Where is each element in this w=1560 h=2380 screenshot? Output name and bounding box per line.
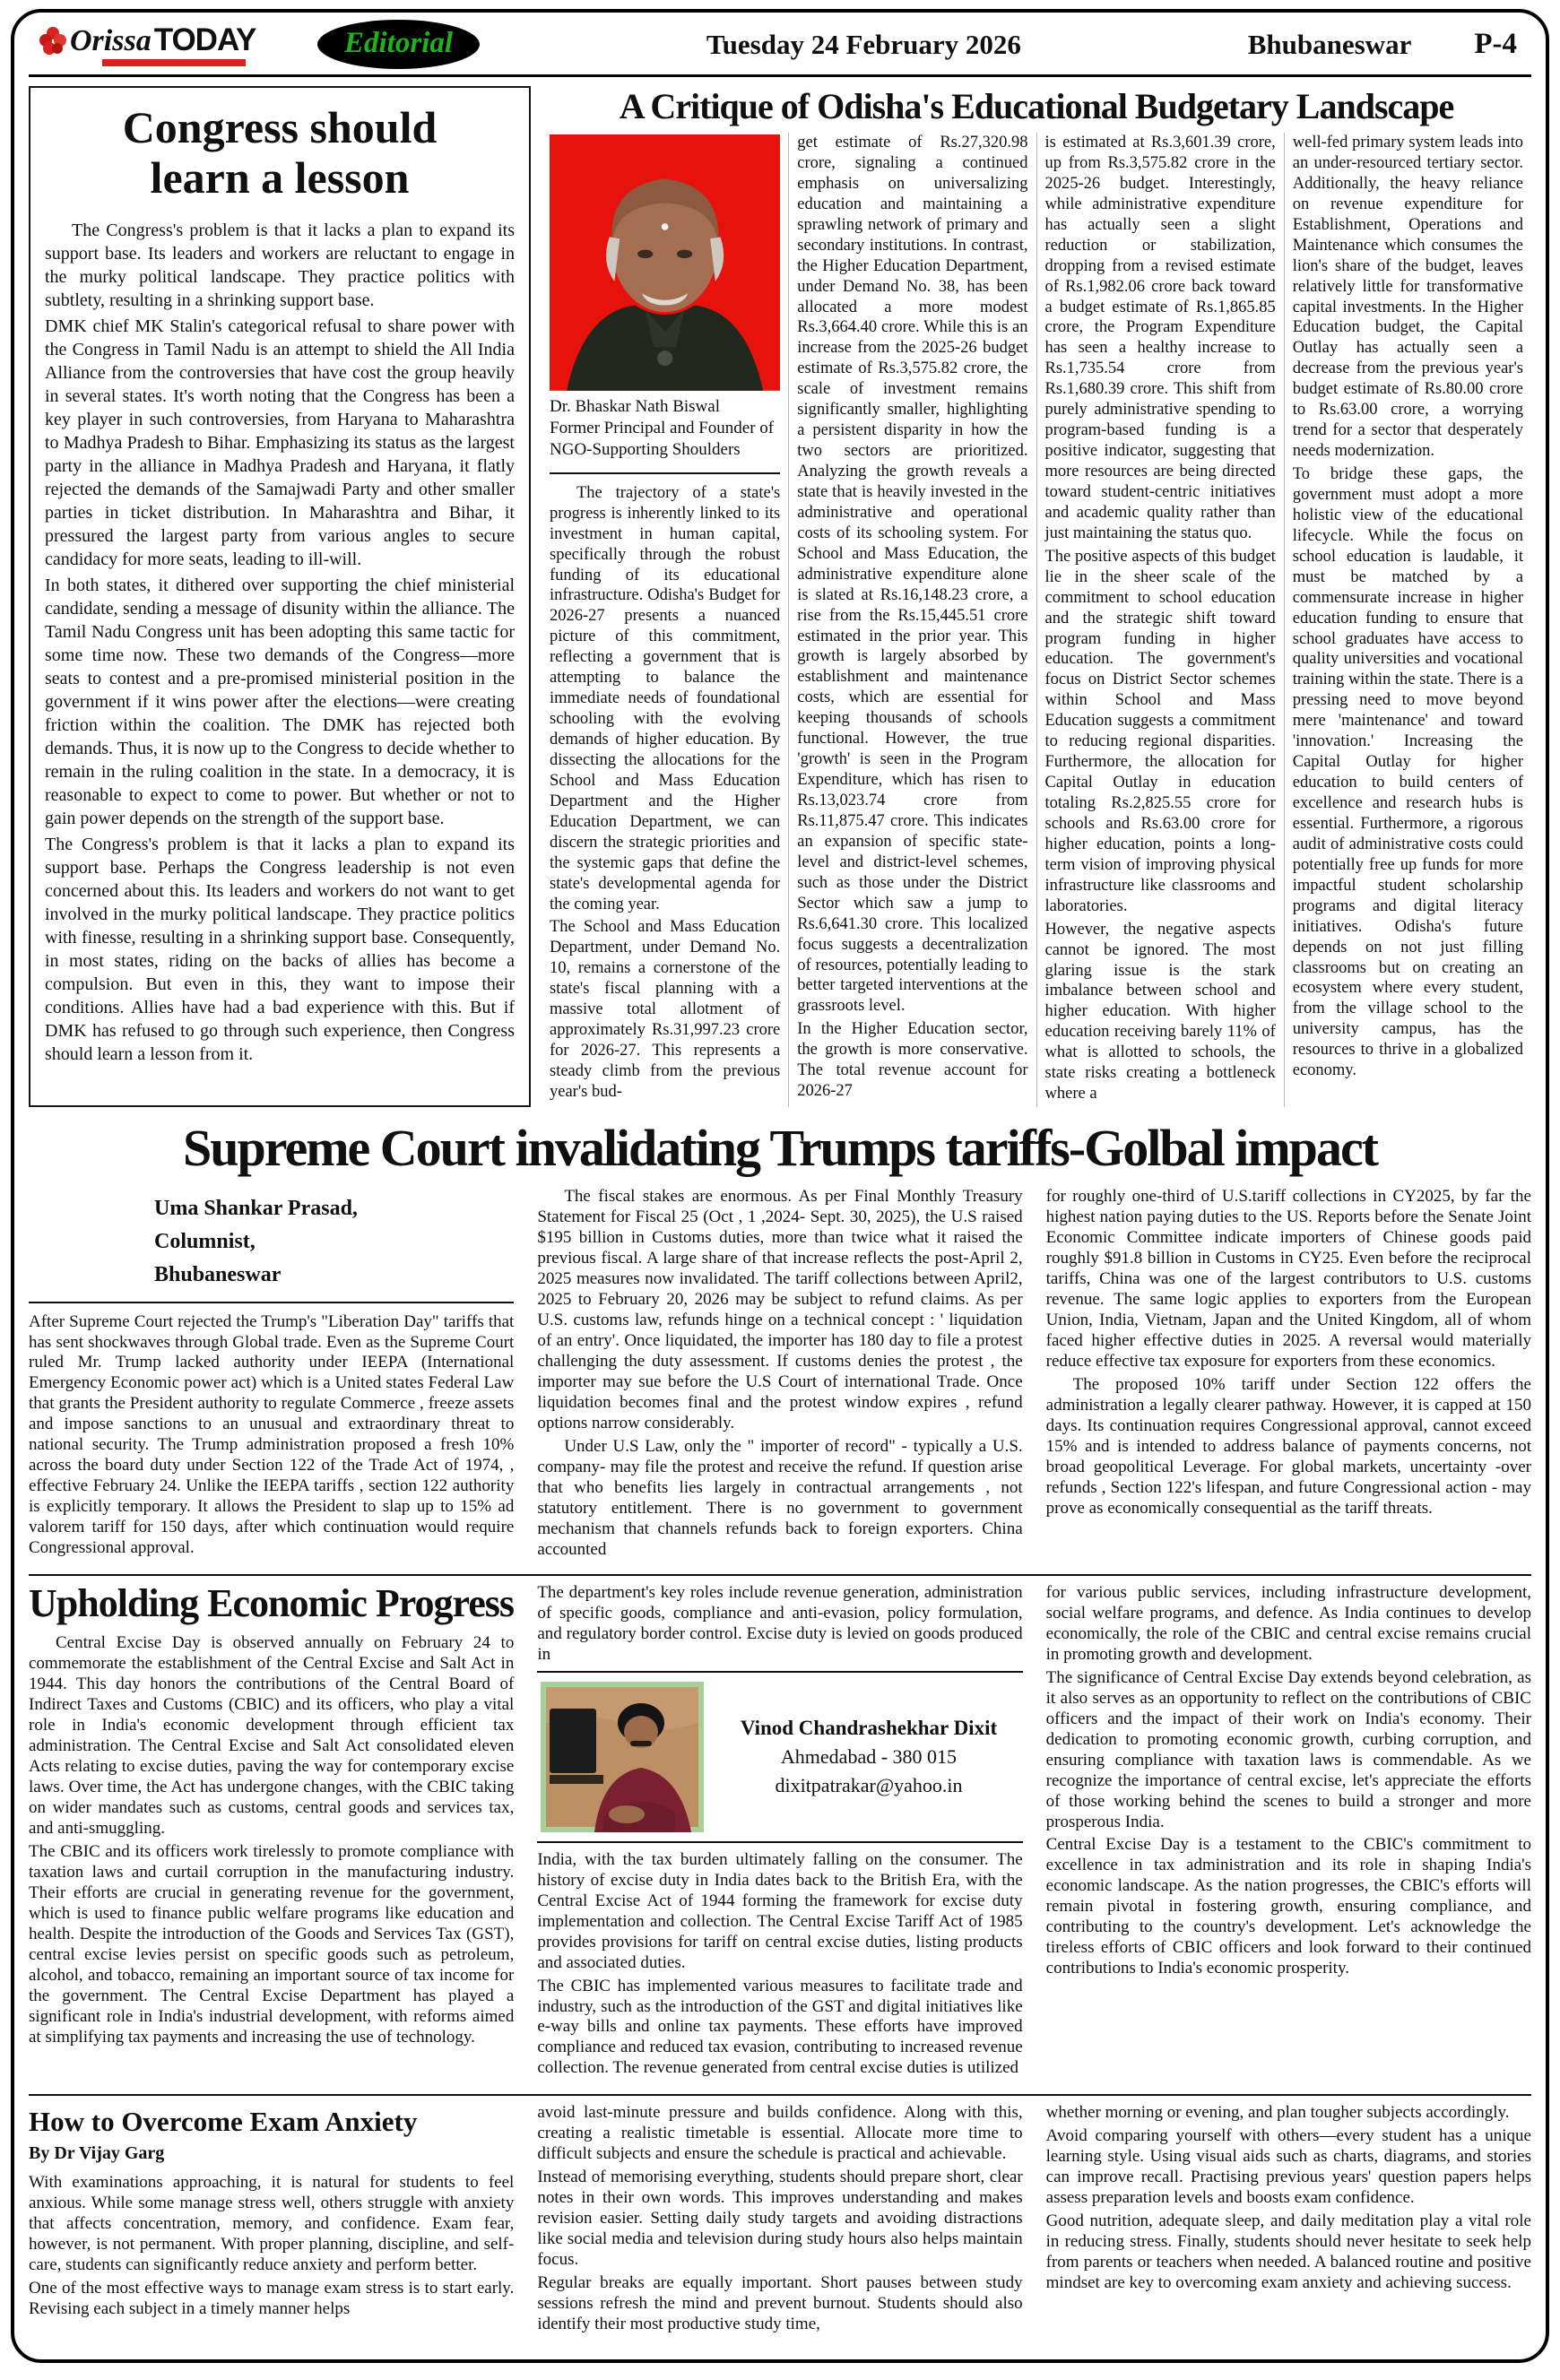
body-paragraph: The trajectory of a state's progress is inherently linked to its investment in human capital, specifically through the robust funding of its educational infrastructure. Odisha's Budget for 2026-27 presents a nuanced picture of this commitment, reflecting a government that is attempting to balance the immediate needs of foundational schooling with the evolving demands of higher education. By dissecting the allocations for the School and Mass Education Department and the Higher Education Department, we can discern the strategic priorities and the systemic gaps that define the state's developmental agenda for the coming year.: [550, 483, 781, 913]
exam-col-1: [29, 2103, 514, 2338]
body-paragraph: for roughly one-third of U.S.tariff collections in CY2025, by far the highest nation paying duties to the US. Reports before the Senate Joint Economic Committee indicate importers of Chinese goods paid roughly $91.8 billion in Customs in CY25. Even before the reciprocal tariffs, China was one of the largest contributors to U.S. customs revenue. The same logic applies to exporters from the European Union, India, Vietnam, Japan and the United Kingdom, all of whom faced higher effective duties in 2025. A reversal would materially reduce effective tax exposure for exporters from these economics.: [1045, 1186, 1531, 1371]
body-paragraph: India, with the tax burden ultimately falling on the consumer. The history of excise duty in India dates back to the British Era, with the Central Excise Act of 1944 forming the framework for excise duty implementation and collection. The Central Excise Tariff Act of 1985 provides provisions for tariff on central excise duties, listing products and associated duties.: [537, 1849, 1023, 1972]
body-paragraph: The CBIC and its officers work tirelessly to promote compliance with taxation laws and curtail corruption in the manufacturing industry. Their efforts are crucial in generating revenue for the government, which is used to finance public welfare programs like education and health. Despite the introduction of the Goods and Services Tax (GST), central excise levies persist on specific goods such as petroleum, alcohol, and tobacco, remaining an important source of tax income for the government. The Central Excise Department has played a significant role in India's industrial development, with reforms aimed at simplifying tax payments and increasing the use of technology.: [29, 1841, 515, 2047]
brand-tagline-bar: [102, 59, 246, 66]
body-paragraph: The fiscal stakes are enormous. As per Final Monthly Treasury Statement for Fiscal 25 (Oct , 1 ,2024- Sept. 30, 2025), the U.S raised $195 billion in Customs duties, more than twice what it raised the previous fiscal. A large share of that increase reflects the post-April 2, 2025 measures now invalidated. The tariff collections between April2, 2025 to February 20, 2026 may be subject to refund claims. As per U.S. customs law, refunds hinge on a technical concept : ' liquidation of an entry'. Once liquidated, the importer has 180 day to file a protest challenging the duty assessment. If customs denies the protest , the importer may sue before the U.S Court of international Trade. Once liquidation becomes final and the protest window expires , refund options narrow considerably.: [537, 1186, 1023, 1432]
upholding-col-3: [1046, 1583, 1531, 2082]
author-address: Ahmedabad - 380 015: [780, 1745, 958, 1769]
body-paragraph: Central Excise Day is a testament to the CBIC's commitment to excellence in tax administration and its role in shaping India's economic landscape. As the nation progresses, the CBIC's efforts will remain pivotal in fostering growth, ensuring compliance, and contributing to the country's development. Let's acknowledge the tireless efforts of CBIC officers and look forward to their continued contributions to India's economic prosperity.: [1045, 1835, 1531, 1978]
body-paragraph: To bridge these gaps, the government must adopt a more holistic view of the educational lifecycle. While the focus on school education is laudable, it must be matched by a commensurate increase in higher education funding to ensure that school graduates have access to quality universities and vocational training within the state. There is a pressing need to move beyond mere 'maintenance' and toward 'innovation.' Increasing the Capital Outlay for higher education to build centers of excellence and research hubs is essential. Furthermore, a rigorous audit of administrative costs could potentially free up funds for more impactful student scholarship programs and digital literacy initiatives. Odisha's future depends on not just filling classrooms but on creating an ecosystem where every student, from the village school to the university campus, has the resources to thrive in a globalized economy.: [1292, 465, 1523, 1080]
body-paragraph: Under U.S Law, only the " importer of record" - typically a U.S. company- may file the protest and receive the refund. If question arise that who benefits lies largely in contractual arrangements , not statutory entitlement. There is no government to government mechanism that channels refunds back to foreign exporters. China accounted: [537, 1436, 1023, 1559]
body-paragraph: After Supreme Court rejected the Trump's "Liberation Day" tariffs that has sent shockwaves through Global trade. Even as the Supreme Court ruled Mr. Trump lacked authority under IEEPA (International Emergency Economic power act) which is a United states Federal Law that grants the President authority to regulate Commerce , freeze assets and impose sanctions to an unusual and extraordinary threat to national security. The Trump administration proposed a fresh 10% across the board duty under Section 122 of the Trade Act of 1974, , effective February 24. Unlike the IEEPA tariffs , section 122 authority is explicitly temporary. It allows the President to slap up to 15% ad valorem tariff for 150 days, after which continuation would require Congressional approval.: [29, 1311, 515, 1558]
supreme-col-2: [537, 1187, 1022, 1563]
body-paragraph: The School and Mass Education Department, under Demand No. 10, remains a cornerstone of the state's fiscal planning with a massive total allotment of approximately Rs.31,997.23 crore for 2026-27. This represents a steady climb from the previous year's bud-: [550, 918, 781, 1101]
body-paragraph: Instead of memorising everything, students should prepare short, clear notes in their own words. This improves understanding and makes revision easier. Setting daily study targets and avoiding distractions like social media and television during study hours also helps maintain focus.: [537, 2168, 1023, 2270]
body-paragraph: The significance of Central Excise Day extends beyond celebration, as it also serves as an opportunity to reflect on the contributions of CBIC officers and the impact of their work on India's economy. Their dedication to promoting economic growth, curbing corruption, and ensuring compliance with taxation laws is commendable. As we recognize the importance of central excise, let's appreciate the efforts of those working behind the scenes to build a stronger and more prosperous India.: [1045, 1667, 1531, 1831]
article-upholding: [29, 1574, 1531, 2082]
portrait-photo-icon: [550, 134, 780, 391]
body-paragraph: One of the most effective ways to manage exam stress is to start early. Revising each subject in a timely manner helps: [29, 2279, 515, 2319]
body-paragraph: get estimate of Rs.27,320.98 crore, signaling a continued emphasis on universalizing education and maintaining a sprawling network of primary and secondary institutions. In contrast, the Higher Education Department, under Demand No. 38, has been allocated a more modest Rs.3,664.40 crore. While this is an increase from the 2025-26 budget estimate of Rs.3,575.82 crore, the scale of investment remains significantly smaller, highlighting a persistent disparity in how the two sectors are prioritized. Analyzing the growth reveals a state that is heavily invested in the administrative and operational costs of its schooling system. For School and Mass Education, the administrative expenditure alone is slated at Rs.16,148.23 crore, a rise from the Rs.15,445.51 crore estimated in the prior year. This growth is largely absorbed by establishment and maintenance costs, which are essential for keeping thousands of schools functional. However, the true 'growth' is seen in the Program Expenditure, which has risen to Rs.13,023.74 crore from Rs.11,875.47 crore. This indicates an expansion of specific state-level and district-level schemes, such as those under the District Sector which saw a jump to Rs.6,641.30 crore. This localized focus suggests a decentralization of resources, potentially leading to better targeted interventions at the grassroots level.: [797, 134, 1028, 1016]
exam-title: How to Overcome Exam Anxiety: [29, 2106, 418, 2138]
body-paragraph: Central Excise Day is observed annually on February 24 to commemorate the establishment of the Central Excise and Salt Act in 1944. This day honors the contributions of the Central Board of Indirect Taxes and Customs (CBIC) and its officers, who play a vital role in India's economic development through efficient tax administration. The Central Excise and Salt Act consolidated eleven Acts relating to excise duties, paving the way for contemporary excise laws. Over time, the Act has undergone changes, with the CBIC taking on wider mandates such as customs, central goods and services tax, and anti-smuggling.: [29, 1632, 515, 1838]
author-email: dixitpatrakar@yahoo.in: [775, 1774, 963, 1797]
body-paragraph: The Congress's problem is that it lacks a plan to expand its support base. Perhaps the Congress leadership is not even concerned about this. Its leaders and workers do not want to get involved in the murky political landscape. They practice politics with finesse, resulting in a shrinking support base. Consequently, in most states, riding on the backs of allies has become a compulsion. But even in this, they want to impose their conditions. Allies have had a bad experience with this. But if DMK has refused to go through such experience, then Congress should learn a lesson from it.: [45, 835, 515, 1064]
exam-columns: [29, 2103, 1531, 2338]
body-paragraph: well-fed primary system leads into an under-resourced tertiary sector. Additionally, the heavy reliance on revenue expenditure for Establishment, Operations and Maintenance which consumes the lion's share of the budget, leaves relatively little for transformative capital investments. In the Higher Education budget, the Capital Outlay has actually seen a decrease from the previous year's budget estimate of Rs.80.00 crore to Rs.63.00 crore, a worrying trend for a sector that desperately needs modernization.: [1292, 134, 1523, 461]
body-paragraph: DMK chief MK Stalin's categorical refusal to share power with the Congress in Tamil Nadu is an attempt to shield the All India Alliance from the controversies that have cost the group heavily in several states. It's worth noting that the Congress has been a key player in such controversies, from Haryana to Maharashtra to Madhya Pradesh to Bihar. Emphasizing its status as the largest party in the alliance in Madhya Pradesh and Haryana, it flatly rejected the demands of the Samajwadi Party and other smaller parties in ticket distribution. In Maharashtra and Bihar, it pressured the largest party from various angles to secure candidacy for more seats, leading to ill-will.: [45, 316, 515, 569]
education-col-3: [1037, 133, 1285, 1107]
article-congress: [29, 86, 531, 1107]
upholding-columns: [29, 1580, 1531, 2082]
author-photo-icon: [541, 1682, 704, 1832]
exam-col-3: [1046, 2103, 1531, 2338]
edition-date: Tuesday 24 February 2026: [706, 28, 1021, 60]
body-paragraph: Avoid comparing yourself with others—every student has a unique learning style. Using visual aids such as charts, diagrams, and stories can improve recall. Practising previous years' question papers helps assess preparation levels and boosts exam confidence.: [1045, 2126, 1531, 2208]
body-paragraph: The positive aspects of this budget lie in the sheer scale of the commitment to school education and the strategic shift toward program funding in higher education. The government's focus on District Sector schemes within School and Mass Education suggests a commitment to reducing regional disparities. Furthermore, the allocation for Capital Outlay in education totaling Rs.2,825.55 crore for schools and Rs.63.00 crore for higher education, points a long-term vision of improving physical infrastructure like classrooms and laboratories.: [1044, 547, 1276, 915]
upholding-title: Upholding Economic Progress: [29, 1580, 514, 1625]
page-number: P-4: [1474, 28, 1517, 60]
supreme-col-3: [1046, 1187, 1531, 1563]
byline-line: Bhubaneswar: [154, 1263, 282, 1287]
flower-icon: [38, 24, 68, 56]
education-columns: [542, 133, 1531, 1107]
article-exam: [29, 2094, 1531, 2338]
congress-title-line1: Congress should: [122, 102, 438, 152]
body-paragraph: In the Higher Education sector, the growth is more conservative. The total revenue account for 2026-27: [797, 1020, 1028, 1101]
body-paragraph: Good nutrition, adequate sleep, and daily meditation play a vital role in reducing stress. Finally, students should never hesitate to seek help from parents or teachers when needed. A balanced routine and positive mindset are key to overcoming exam anxiety and achieving success.: [1045, 2211, 1531, 2293]
caption-line: NGO-Supporting Shoulders: [550, 440, 741, 460]
upholding-col-1: [29, 1580, 515, 2082]
dixit-photo: [541, 1682, 704, 1832]
upholding-col-2: [537, 1583, 1022, 2082]
body-paragraph: is estimated at Rs.3,601.39 crore, up from Rs.3,575.82 crore in the 2025-26 budget. Interestingly, while administrative expenditure has actually seen a slight reduction or stabilization, dropping from a revised estimate of Rs.1,982.06 crore back toward a budget estimate of Rs.1,865.85 crore, the Program Expenditure has seen a healthy increase to Rs.1,735.54 crore from Rs.1,680.39 crore. This shift from purely administrative spending to program-based funding is a positive indicator, suggesting that more resources are being directed toward student-centric initiatives and academic quality rather than just maintaining the status quo.: [1044, 134, 1276, 542]
education-title: A Critique of Odisha's Educational Budgetary Landscape: [619, 86, 1454, 126]
photo-caption: [550, 396, 780, 474]
top-section: [29, 86, 1531, 1107]
article-supreme-court: [29, 1121, 1531, 1563]
page-frame: [11, 9, 1549, 2363]
body-paragraph: for various public services, including infrastructure development, social welfare programs, and defence. As India continues to develop economically, the role of the CBIC and central excise remains crucial in promoting growth and development.: [1045, 1582, 1531, 1664]
byline-line: Uma Shankar Prasad,: [154, 1196, 358, 1220]
brand-logo: [38, 22, 262, 66]
supreme-col-1: [29, 1187, 514, 1563]
brand-name-bold: TODAY: [153, 22, 256, 57]
edition-city: Bhubaneswar: [1247, 28, 1412, 60]
body-paragraph: The Congress's problem is that it lacks a plan to expand its support base. Its leaders and workers are reluctant to engage in the murky political landscape. They practice politics with subtlety, resulting in a shrinking support base.: [45, 221, 515, 310]
congress-title: [45, 102, 515, 203]
exam-byline: By Dr Vijay Garg: [29, 2142, 165, 2163]
education-col-4: [1285, 133, 1531, 1107]
editorial-badge: Editorial: [317, 20, 480, 69]
caption-line: Dr. Bhaskar Nath Biswal: [550, 396, 720, 416]
author-name: Vinod Chandrashekhar Dixit: [740, 1717, 998, 1740]
body-paragraph: With examinations approaching, it is natural for students to feel anxious. While some manage stress well, others struggle with anxiety that affects concentration, memory, and confidence. Exam fear, however, is not permanent. With proper planning, discipline, and self-care, students can significantly reduce anxiety and perform better.: [29, 2173, 515, 2275]
dixit-meta: [718, 1713, 1018, 1800]
body-paragraph: The proposed 10% tariff under Section 122 offers the administration a legally clearer pathway. However, it is capped at 150 days. Its continuation requires Congressional approval, cannot exceed 15% and is intended to address balance of payments concerns, not broad geopolitical Leverage. For global markets, uncertainty -over refunds , Section 122's lifespan, and future Congressional action - may prove as economically consequential as the tariff threats.: [1045, 1374, 1531, 1518]
body-paragraph: However, the negative aspects cannot be ignored. The most glaring issue is the stark imbalance between school and higher education. With higher education receiving barely 11% of what is allotted to schools, the state risks creating a bottleneck where a: [1044, 920, 1276, 1103]
education-col-1: [542, 133, 789, 1107]
congress-title-line2: learn a lesson: [150, 152, 410, 203]
byline-divider: [29, 1302, 514, 1303]
body-paragraph: avoid last-minute pressure and builds confidence. Along with this, creating a realistic timetable is essential. Allocate more time to difficult subjects and ensure the schedule is practical and achievable.: [537, 2103, 1023, 2164]
exam-col-2: [537, 2103, 1022, 2338]
byline-line: Columnist,: [154, 1230, 256, 1254]
masthead: [29, 13, 1531, 77]
body-paragraph: In both states, it dithered over supporting the chief ministerial candidate, sending a message of disunity within the alliance. The Tamil Nadu Congress unit has been adopting this same tactic for some time now. These two demands of the Congress—more seats to contest and a pre-promised ministerial position in the government if it wins power after the elections—were creating friction within the coalition. The DMK has rejected both demands. Thus, it is now up to the Congress to decide whether to remain in the ruling coalition in the state. In a democracy, it is reasonable to expect to come to power. But whether or not to gain power depends on the strength of the support base.: [45, 576, 515, 828]
body-paragraph: The CBIC has implemented various measures to facilitate trade and industry, such as the introduction of the GST and digital initiatives like e-way bills and online tax payments. These efforts have improved compliance and reduced tax evasion, contributing to increased revenue collection. The revenue generated from central excise duties is utilized: [537, 1976, 1023, 2078]
article-education: [542, 86, 1531, 1107]
brand-name-italic: Orissa: [70, 24, 152, 57]
body-paragraph: The department's key roles include revenue generation, administration of specific goods, compliance and anti-evasion, policy formulation, and regulatory border control. Excise duty is levied on goods produced in: [537, 1582, 1023, 1664]
body-paragraph: Regular breaks are equally important. Short pauses between study sessions refresh the mind and prevent burnout. Students should also identify their most productive study time,: [537, 2273, 1023, 2334]
supreme-byline: [154, 1192, 514, 1293]
supreme-columns: [29, 1187, 1531, 1563]
body-paragraph: whether morning or evening, and plan tougher subjects accordingly.: [1045, 2103, 1510, 2123]
supreme-title: Supreme Court invalidating Trumps tariffs-Golbal impact: [182, 1119, 1377, 1178]
dixit-figure: [537, 1671, 1022, 1843]
education-col-2: [789, 133, 1036, 1107]
caption-line: Former Principal and Founder of: [550, 419, 775, 438]
biswal-photo: [550, 134, 780, 391]
